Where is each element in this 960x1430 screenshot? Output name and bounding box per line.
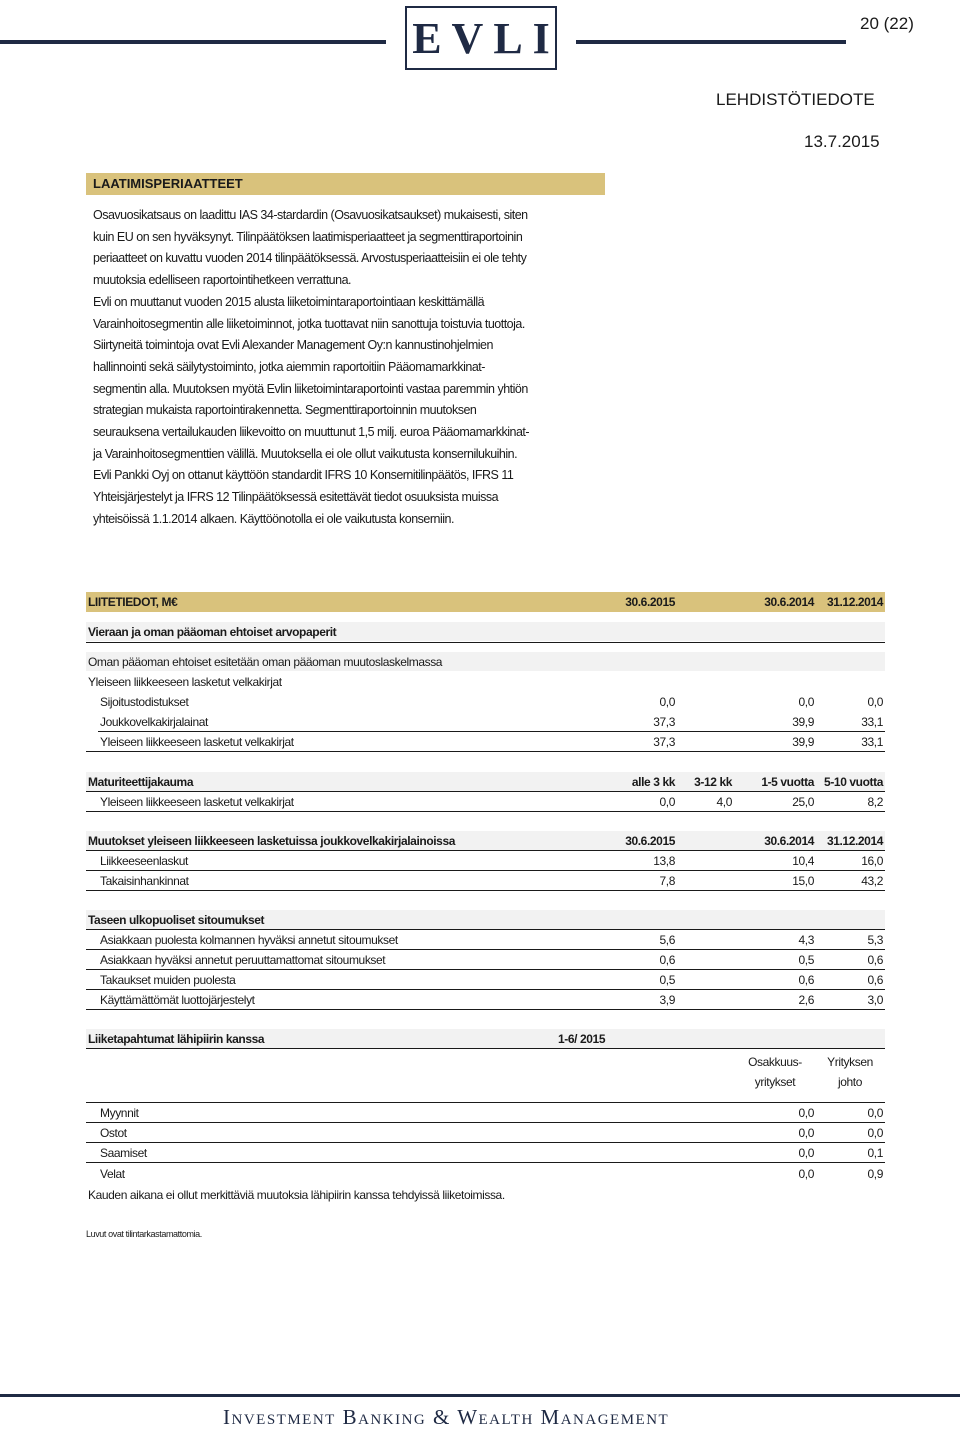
divider [86, 890, 885, 891]
table-row [86, 1123, 885, 1142]
row-value-4: 8,2 [867, 795, 883, 809]
paragraph-line: hallinnointi sekä säilytystoiminto, jotka aiemmin raportoitiin Pääomamarkkinat- [93, 359, 485, 374]
paragraph-line: Siirtyneitä toimintoja ovat Evli Alexander Management Oy:n kannustinohjelmien [93, 338, 493, 353]
row-value-1: 7,8 [659, 874, 675, 888]
row-value-2: 10,4 [792, 854, 814, 868]
hybrid-title: Vieraan ja oman pääoman ehtoiset arvopaperit [88, 625, 337, 639]
related-col-header-1 [720, 1052, 830, 1092]
paragraph-line: ja Varainhoitosegmenttien välillä. Muutoksella ei ole ollut vaikutusta konsernilukuihin. [93, 446, 518, 461]
paragraph-line: seurauksena vertailukauden liikevoitto on muuttunut 1,5 milj. euroa Pääomamarkkinat- [93, 425, 530, 440]
col-header-3: 31.12.2014 [826, 595, 883, 609]
divider [86, 751, 885, 752]
row-value-2: 4,0 [716, 795, 732, 809]
table-row [86, 692, 885, 711]
off-balance-header-row [86, 910, 885, 929]
row-value-1: 0,0 [798, 1106, 814, 1120]
row-value-1: 0,0 [659, 695, 675, 709]
row-value-2: 0,5 [798, 953, 814, 967]
row-value-2: 0,0 [867, 1126, 883, 1140]
row-value-2: 2,6 [798, 993, 814, 1007]
row-value-3: 33,1 [861, 715, 883, 729]
paragraph-line: periaatteet on kuvattu vuoden 2014 tilinpäätöksessä. Arvostusperiaatteisiin ei ole tehty [93, 251, 527, 266]
notes-table-header [86, 592, 885, 612]
divider [86, 811, 885, 812]
row-value-1: 37,3 [653, 715, 675, 729]
changes-title: Muutokset yleiseen liikkeeseen lasketuissa joukkovelkakirjalainoissa [88, 834, 456, 848]
row-value-1: 0,0 [798, 1126, 814, 1140]
related-col-2-line-1: Yrityksen [827, 1055, 873, 1069]
hybrid-section-title-row [86, 622, 885, 641]
table-row [86, 950, 885, 969]
page-number: 20 (22) [860, 14, 914, 33]
row-value-3: 0,0 [867, 695, 883, 709]
related-col-header-2 [815, 1052, 885, 1092]
table-row [86, 712, 885, 731]
footer-slogan: Investment Banking & Wealth Management [223, 1405, 670, 1429]
paragraph-line: Varainhoitosegmentin alle liiketoiminnot, jotka tuottavat niin sanottuja toistuvia tuottoja. [93, 316, 525, 331]
row-value-3: 0,6 [867, 953, 883, 967]
changes-col-1: 30.6.2015 [625, 834, 675, 848]
table-row [86, 930, 885, 949]
row-value-2: 0,1 [867, 1146, 883, 1160]
paragraph-line: Yhteisjärjestelyt ja IFRS 12 Tilinpäätöksessä esitettävät tiedot osuuksista muissa [93, 490, 499, 505]
row-value-2: 0,0 [867, 1106, 883, 1120]
maturity-title: Maturiteettijakauma [88, 775, 194, 789]
document-date: 13.7.2015 [804, 132, 880, 151]
row-label: Käyttämättömät luottojärjestelyt [100, 993, 255, 1007]
changes-col-2: 30.6.2014 [764, 834, 814, 848]
row-value-3: 0,6 [867, 973, 883, 987]
col-header-2: 30.6.2014 [764, 595, 814, 609]
row-value-1: 3,9 [659, 993, 675, 1007]
related-title: Liiketapahtumat lähipiirin kanssa [88, 1032, 265, 1046]
changes-header-row [86, 831, 885, 850]
table-row [86, 792, 885, 811]
table-row [86, 851, 885, 870]
paragraph-line: yhteisöissä 1.1.2014 alkaen. Käyttöönotolla ei ole vaikutusta konserniin. [93, 511, 454, 526]
row-value-1: 0,0 [798, 1146, 814, 1160]
footer-rule [0, 1394, 960, 1397]
row-label: Velat [100, 1167, 125, 1181]
related-col-1-line-1: Osakkuus- [748, 1055, 802, 1069]
header-rule-left [0, 40, 386, 44]
hybrid-note-row [86, 652, 885, 671]
row-label: Sijoitustodistukset [100, 695, 189, 709]
table-row-total [86, 732, 885, 751]
row-label: Takaisinhankinnat [100, 874, 189, 888]
table-row [86, 1143, 885, 1162]
table-row [86, 970, 885, 989]
row-value-1: 5,6 [659, 933, 675, 947]
row-value-2: 39,9 [792, 715, 814, 729]
document-type: LEHDISTÖTIEDOTE [716, 90, 875, 109]
section-title: LAATIMISPERIAATTEET [93, 176, 243, 191]
row-value-2: 0,6 [798, 973, 814, 987]
row-value-3: 5,3 [867, 933, 883, 947]
row-label: Joukkovelkakirjalainat [100, 715, 208, 729]
maturity-col-4: 5-10 vuotta [824, 775, 883, 789]
maturity-col-1: alle 3 kk [631, 775, 675, 789]
table-row [86, 1103, 885, 1122]
row-label: Asiakkaan hyväksi annetut peruuttamattomat sitoumukset [100, 953, 386, 967]
paragraph-line: muutoksia edelliseen raportointihetkeen verrattuna. [93, 273, 352, 288]
section-heading-bar [86, 173, 605, 195]
row-label: Takaukset muiden puolesta [100, 973, 236, 987]
col-header-1: 30.6.2015 [625, 595, 675, 609]
footnote: Luvut ovat tilintarkastamattomia. [86, 1229, 202, 1239]
evli-logo [405, 6, 560, 70]
hybrid-subheader: Yleiseen liikkeeseen lasketut velkakirjat [88, 675, 282, 689]
row-value-2: 39,9 [792, 735, 814, 749]
row-label: Ostot [100, 1126, 127, 1140]
paragraph-line: Osavuosikatsaus on laadittu IAS 34-stardardin (Osavuosikatsaukset) mukaisesti, siten [93, 208, 528, 222]
row-label: Yleiseen liikkeeseen lasketut velkakirjat [100, 735, 294, 749]
table-row [86, 1164, 885, 1183]
related-header-row [86, 1029, 885, 1048]
row-value-1: 0,0 [659, 795, 675, 809]
maturity-col-3: 1-5 vuotta [761, 775, 814, 789]
changes-col-3: 31.12.2014 [826, 834, 883, 848]
row-value-2: 0,9 [867, 1167, 883, 1181]
row-value-1: 0,6 [659, 953, 675, 967]
hybrid-subheader-row [86, 672, 885, 691]
row-value-2: 15,0 [792, 874, 814, 888]
divider [86, 1048, 885, 1049]
row-value-3: 43,2 [861, 874, 883, 888]
paragraph-line: Evli on muuttanut vuoden 2015 alusta liiketoimintaraportointiaan keskittämällä [93, 294, 485, 309]
related-period: 1-6/ 2015 [558, 1032, 606, 1046]
paragraph-line: Evli Pankki Oyj on ottanut käyttöön standardit IFRS 10 Konsernitilinpäätös, IFRS 11 [93, 468, 514, 483]
row-value-2: 4,3 [798, 933, 814, 947]
row-label: Yleiseen liikkeeseen lasketut velkakirjat [100, 795, 294, 809]
divider [86, 1162, 885, 1163]
row-value-3: 33,1 [861, 735, 883, 749]
paragraph-line: segmentin alla. Muutoksen myötä Evlin liiketoimintaraportointi vastaa paremmin yhtiön [93, 381, 528, 396]
hybrid-note: Oman pääoman ehtoiset esitetään oman pääoman muutoslaskelmassa [88, 655, 443, 669]
row-value-3: 16,0 [861, 854, 883, 868]
related-note-row [86, 1185, 885, 1204]
row-value-1: 13,8 [653, 854, 675, 868]
maturity-header-row [86, 772, 885, 791]
paragraph-line: kuin EU on sen hyväksynyt. Tilinpäätöksen laatimisperiaatteet ja segmenttiraportoinin [93, 229, 523, 244]
accounting-principles-text [93, 205, 608, 531]
row-label: Myynnit [100, 1106, 139, 1120]
off-balance-title: Taseen ulkopuoliset sitoumukset [88, 913, 265, 927]
row-value-1: 0,5 [659, 973, 675, 987]
maturity-col-2: 3-12 kk [694, 775, 732, 789]
row-label: Liikkeeseenlaskut [100, 854, 188, 868]
table-row [86, 871, 885, 890]
table-row [86, 990, 885, 1009]
notes-table-title: LIITETIEDOT, M€ [88, 595, 178, 609]
row-value-3: 3,0 [867, 993, 883, 1007]
divider [86, 642, 885, 643]
row-value-3: 25,0 [792, 795, 814, 809]
paragraph-line: strategian mukaista raportointirakennetta. Segmenttiraportoinnin muutoksen [93, 403, 477, 418]
row-value-2: 0,0 [798, 695, 814, 709]
row-label: Asiakkaan puolesta kolmannen hyväksi annetut sitoumukset [100, 933, 398, 947]
row-value-1: 0,0 [798, 1167, 814, 1181]
logo-text: EVLI [412, 13, 560, 63]
divider [86, 1009, 885, 1010]
related-note: Kauden aikana ei ollut merkittäviä muutoksia lähipiirin kanssa tehdyissä liiketoimissa. [88, 1188, 505, 1202]
row-label: Saamiset [100, 1146, 147, 1160]
header-rule-right [576, 40, 846, 44]
related-col-2-line-2: johto [837, 1075, 863, 1089]
row-value-1: 37,3 [653, 735, 675, 749]
related-col-1-line-2: yritykset [754, 1075, 796, 1089]
